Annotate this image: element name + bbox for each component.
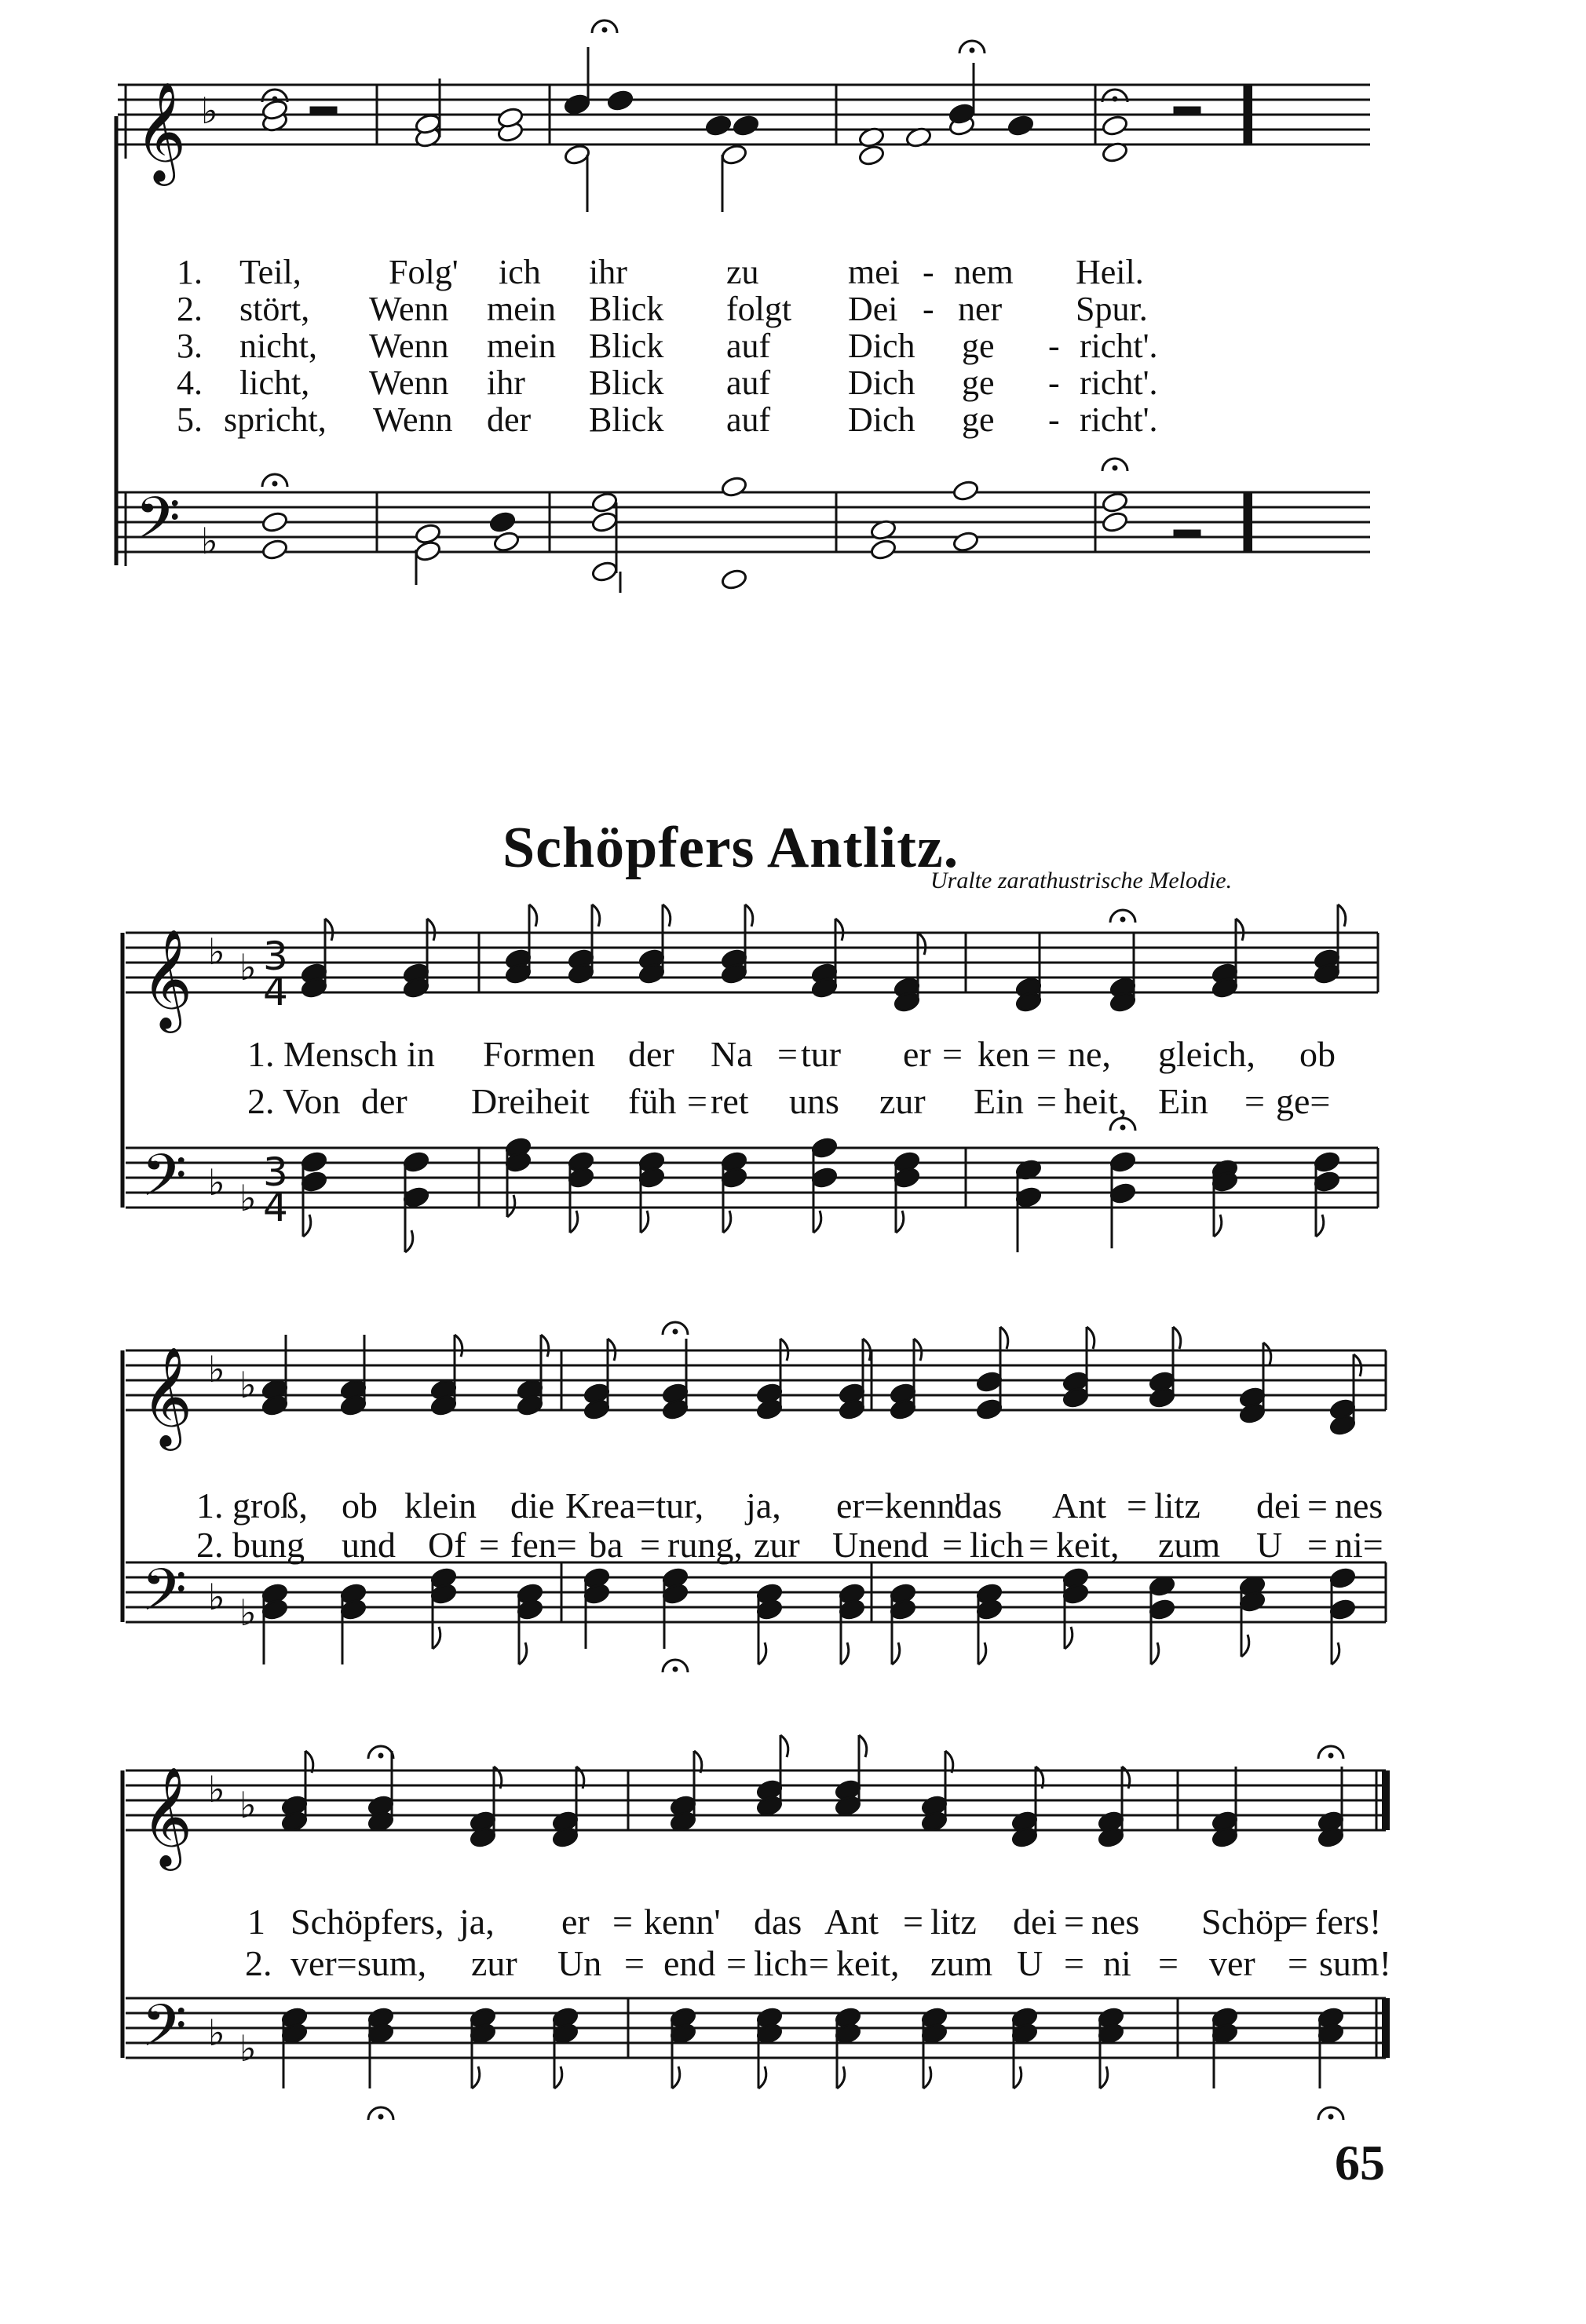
key-signature-flat: ♭ <box>208 2012 225 2054</box>
lyric-syllable: 2. <box>177 290 203 328</box>
bass-clef: 𝄢 <box>135 484 181 567</box>
lyric-syllable: = <box>942 1525 963 1565</box>
half-note-head <box>590 510 618 533</box>
page-number: 65 <box>1335 2135 1385 2191</box>
lyric-syllable: - <box>923 253 934 291</box>
lyric-syllable: Wenn <box>369 290 449 328</box>
lyric-syllable: ich <box>499 253 541 291</box>
lyric-syllable: = <box>1127 1485 1147 1526</box>
half-note-head <box>414 539 441 562</box>
lyric-syllable: licht, <box>239 364 310 402</box>
lyric-syllable: = <box>942 1034 963 1074</box>
lyric-syllable: 4. <box>177 364 203 402</box>
note-head <box>300 1170 327 1193</box>
treble-clef: 𝄞 <box>141 1346 193 1446</box>
lyric-syllable: ner <box>958 290 1003 328</box>
lyric-syllable: - <box>923 290 934 328</box>
fermata-dot <box>673 1329 678 1334</box>
lyric-syllable: er <box>561 1902 590 1942</box>
fermata-dot <box>1120 1125 1125 1130</box>
lyric-syllable: = <box>1029 1525 1049 1565</box>
lyric-syllable: lich <box>970 1525 1024 1565</box>
treble-clef: 𝄞 <box>141 1766 193 1866</box>
half-rest <box>1174 107 1200 115</box>
lyric-syllable: ret <box>711 1081 749 1121</box>
half-note-head <box>590 491 618 513</box>
note-head <box>1328 1598 1356 1621</box>
note-head <box>810 1136 838 1159</box>
key-signature-flat: ♭ <box>239 1784 257 1826</box>
lyric-syllable: gleich, <box>1158 1034 1255 1074</box>
lyric-syllable: fers! <box>1315 1902 1382 1942</box>
fermata-dot <box>970 48 974 53</box>
note-head <box>488 510 516 533</box>
lyric-syllable: = <box>809 1943 829 1983</box>
half-note-head <box>720 475 747 498</box>
fermata-dot <box>272 97 277 101</box>
lyric-syllable: = <box>1307 1485 1328 1526</box>
lyric-syllable: U <box>1256 1525 1283 1565</box>
key-signature-flat: ♭ <box>201 90 218 132</box>
key-signature-flat: ♭ <box>239 1591 257 1634</box>
lyric-syllable: richt'. <box>1080 400 1158 439</box>
lyric-syllable: Un <box>557 1943 602 1983</box>
bass-clef: 𝄢 <box>141 1142 187 1224</box>
lyric-syllable: Ant <box>1052 1485 1106 1526</box>
note-head <box>606 89 634 111</box>
lyric-syllable: keit, <box>836 1943 900 1983</box>
lyric-syllable: ge <box>962 364 995 402</box>
note-head <box>1313 1170 1340 1193</box>
note-head <box>975 1370 1003 1393</box>
lyric-syllable: Na <box>711 1034 753 1074</box>
lyric-syllable: = <box>479 1525 499 1565</box>
lyric-syllable: Schöp <box>1201 1902 1292 1942</box>
lyric-syllable: = <box>640 1525 660 1565</box>
lyric-syllable: richt'. <box>1080 364 1158 402</box>
note-head <box>402 1186 429 1208</box>
half-note-head <box>261 538 288 561</box>
note-head <box>1007 114 1034 137</box>
lyric-syllable: 5. <box>177 400 203 439</box>
lyric-syllable: Unend <box>832 1525 929 1565</box>
lyric-syllable: Wenn <box>369 364 449 402</box>
lyric-syllable: folgt <box>726 290 792 328</box>
note-head <box>300 1150 327 1173</box>
melody-attribution: Uralte zarathustrische Melodie. <box>930 868 1233 893</box>
lyric-syllable: = <box>1307 1525 1328 1565</box>
lyric-syllable: = <box>687 1081 707 1121</box>
lyric-syllable: nes <box>1335 1485 1383 1526</box>
lyric-syllable: Formen <box>483 1034 596 1074</box>
lyric-syllable: auf <box>726 400 771 439</box>
key-signature-flat: ♭ <box>239 1177 257 1219</box>
lyric-syllable: der <box>361 1081 407 1121</box>
lyric-syllable: mei <box>848 253 900 291</box>
lyric-syllable: zum <box>1158 1525 1221 1565</box>
lyric-syllable: ba <box>589 1525 623 1565</box>
lyric-syllable: U <box>1017 1943 1043 1983</box>
lyric-syllable: Wenn <box>369 327 449 365</box>
lyric-syllable: = <box>1244 1081 1265 1121</box>
lyric-syllable: ob <box>342 1485 378 1526</box>
lyric-syllable: der <box>487 400 532 439</box>
lyric-syllable: er <box>903 1034 931 1074</box>
lyric-syllable: ja, <box>459 1902 495 1942</box>
lyric-syllable: mein <box>487 290 556 328</box>
lyric-syllable: 2. bung <box>196 1525 305 1565</box>
lyric-syllable: = <box>1288 1943 1308 1983</box>
lyric-syllable: ni <box>1103 1943 1131 1983</box>
note-head <box>402 1150 429 1173</box>
lyric-syllable: nes <box>1091 1902 1140 1942</box>
lyric-syllable: sum! <box>1319 1943 1391 1983</box>
key-signature-flat: ♭ <box>239 1364 257 1406</box>
lyric-syllable: ihr <box>487 364 525 402</box>
lyric-syllable: tur <box>801 1034 842 1074</box>
lyric-syllable: = <box>1036 1081 1057 1121</box>
lyric-syllable: - <box>1048 400 1060 439</box>
lyric-syllable: mein <box>487 327 556 365</box>
key-signature-flat: ♭ <box>201 520 218 562</box>
note-head <box>975 1398 1003 1420</box>
lyric-syllable: = <box>1036 1034 1057 1074</box>
lyric-syllable: kenn' <box>644 1902 721 1942</box>
lyric-syllable: ge <box>962 400 995 439</box>
key-signature-flat: ♭ <box>239 946 257 988</box>
lyric-syllable: richt'. <box>1080 327 1158 365</box>
lyric-syllable: uns <box>789 1081 839 1121</box>
half-note-head <box>720 143 747 166</box>
lyric-syllable: Schöpfers, <box>291 1902 444 1942</box>
time-signature: 4 <box>263 1185 288 1230</box>
fermata-dot <box>1328 1753 1333 1758</box>
half-rest <box>310 107 337 115</box>
lyric-syllable: Blick <box>589 400 664 439</box>
time-signature: 4 <box>263 969 288 1014</box>
lyric-syllable: 1. <box>177 253 203 291</box>
bass-clef: 𝄢 <box>141 1556 187 1639</box>
lyric-syllable: zur <box>754 1525 800 1565</box>
lyric-syllable: dei <box>1256 1485 1301 1526</box>
lyric-syllable: lich <box>754 1943 808 1983</box>
lyric-syllable: Dreiheit <box>471 1081 590 1121</box>
fermata-dot <box>378 1753 383 1758</box>
lyric-syllable: Blick <box>589 327 664 365</box>
lyric-syllable: = <box>1288 1902 1308 1942</box>
lyric-syllable: das <box>954 1485 1003 1526</box>
lyric-syllable: ja, <box>746 1485 781 1526</box>
lyric-syllable: Teil, <box>239 253 301 291</box>
half-note-head <box>1101 114 1128 137</box>
lyric-syllable: = <box>777 1034 798 1074</box>
song-title: Schöpfers Antlitz. <box>502 816 959 880</box>
key-signature-flat: ♭ <box>208 1768 225 1811</box>
lyric-syllable: heit, <box>1064 1081 1127 1121</box>
lyric-syllable: ne, <box>1068 1034 1111 1074</box>
half-note-head <box>857 144 885 166</box>
lyric-syllable: = <box>624 1943 645 1983</box>
note-head <box>1328 1566 1356 1589</box>
time-signature: 3 <box>263 1149 288 1195</box>
half-note-head <box>1101 491 1128 513</box>
lyric-syllable: spricht, <box>224 400 327 439</box>
lyric-syllable: ni= <box>1335 1525 1383 1565</box>
lyric-syllable: Blick <box>589 290 664 328</box>
lyric-syllable: Spur. <box>1076 290 1148 328</box>
fermata-dot <box>1113 466 1117 470</box>
lyric-syllable: 2. <box>245 1943 272 1983</box>
lyric-syllable: = <box>1158 1943 1179 1983</box>
lyric-syllable: keit, <box>1056 1525 1120 1565</box>
bass-clef: 𝄢 <box>141 1992 187 2074</box>
key-signature-flat: ♭ <box>239 2027 257 2070</box>
treble-clef: 𝄞 <box>135 81 187 181</box>
note-head <box>704 114 732 137</box>
lyric-syllable: Heil. <box>1076 253 1144 291</box>
half-note-head <box>720 568 747 590</box>
lyric-syllable: ken <box>978 1034 1030 1074</box>
half-note-head <box>869 538 897 561</box>
lyric-syllable: = <box>1064 1902 1084 1942</box>
lyric-syllable: Of <box>428 1525 466 1565</box>
half-rest <box>1174 530 1200 538</box>
lyric-syllable: = <box>726 1943 747 1983</box>
lyric-syllable: stört, <box>239 290 310 328</box>
lyric-syllable: end <box>663 1943 716 1983</box>
lyric-syllable: = <box>903 1902 923 1942</box>
note-head <box>1313 1150 1340 1173</box>
lyric-syllable: dei <box>1013 1902 1058 1942</box>
lyric-syllable: zum <box>930 1943 993 1983</box>
lyric-syllable: ver <box>1209 1943 1255 1983</box>
lyric-syllable: 1 <box>247 1902 265 1942</box>
lyric-syllable: fen= <box>510 1525 577 1565</box>
lyric-syllable: - <box>1048 327 1060 365</box>
lyric-syllable: ge= <box>1276 1081 1331 1121</box>
half-note-head <box>952 530 979 553</box>
treble-clef: 𝄞 <box>141 928 193 1029</box>
lyric-syllable: klein <box>404 1485 477 1526</box>
lyric-syllable: ihr <box>589 253 627 291</box>
lyric-syllable: Folg' <box>389 253 459 291</box>
lyric-syllable: Dei <box>848 290 898 328</box>
half-note-head <box>590 560 618 583</box>
fermata-dot <box>1328 2114 1333 2119</box>
lyric-syllable: litz <box>930 1902 977 1942</box>
lyric-syllable: zu <box>726 253 759 291</box>
lyric-syllable: Dich <box>848 364 915 402</box>
note-head <box>1014 1186 1042 1208</box>
lyric-syllable: auf <box>726 327 771 365</box>
lyric-syllable: Krea=tur, <box>565 1485 704 1526</box>
lyric-syllable: auf <box>726 364 771 402</box>
half-note-head <box>1101 510 1128 533</box>
lyric-syllable: er=kenn' <box>836 1485 962 1526</box>
key-signature-flat: ♭ <box>208 1161 225 1204</box>
half-note-head <box>952 479 979 502</box>
lyric-syllable: Dich <box>848 400 915 439</box>
note-head <box>1109 1150 1136 1173</box>
fermata-dot <box>272 481 277 486</box>
key-signature-flat: ♭ <box>208 930 225 973</box>
fermata-dot <box>378 2114 383 2119</box>
fermata-dot <box>602 27 607 32</box>
fermata-dot <box>1113 97 1117 101</box>
key-signature-flat: ♭ <box>208 1576 225 1618</box>
lyric-syllable: ge <box>962 327 995 365</box>
lyric-syllable: Ein <box>1158 1081 1208 1121</box>
time-signature: 3 <box>263 934 288 979</box>
lyric-syllable: und <box>342 1525 396 1565</box>
lyric-syllable: litz <box>1154 1485 1200 1526</box>
note-head <box>1109 1182 1136 1204</box>
lyric-syllable: füh <box>628 1081 677 1121</box>
lyric-syllable: die <box>510 1485 555 1526</box>
lyric-syllable: zur <box>879 1081 926 1121</box>
lyric-syllable: Blick <box>589 364 664 402</box>
lyric-syllable: 3. <box>177 327 203 365</box>
lyric-syllable: der <box>628 1034 674 1074</box>
lyric-syllable: 1. Mensch in <box>247 1034 435 1074</box>
fermata-dot <box>673 1667 678 1672</box>
lyric-syllable: Ant <box>824 1902 879 1942</box>
lyric-syllable: 2. Von <box>247 1081 341 1121</box>
lyric-syllable: rung, <box>667 1525 743 1565</box>
lyric-syllable: das <box>754 1902 802 1942</box>
lyric-syllable: ver= <box>291 1943 357 1983</box>
note-head <box>563 93 590 115</box>
lyric-syllable: 1. groß, <box>196 1485 308 1526</box>
half-note-head <box>492 530 520 553</box>
note-head <box>1148 1598 1175 1621</box>
lyric-syllable: zur <box>471 1943 517 1983</box>
lyric-syllable: Ein <box>974 1081 1024 1121</box>
fermata-dot <box>1120 917 1125 922</box>
lyric-syllable: - <box>1048 364 1060 402</box>
lyric-syllable: = <box>612 1902 633 1942</box>
lyric-syllable: Dich <box>848 327 915 365</box>
note-head <box>732 114 759 137</box>
key-signature-flat: ♭ <box>208 1348 225 1390</box>
half-note-head <box>261 510 288 533</box>
lyric-syllable: Wenn <box>373 400 453 439</box>
lyric-syllable: nem <box>954 253 1014 291</box>
lyric-syllable: = <box>1064 1943 1084 1983</box>
note-head <box>810 1166 838 1189</box>
lyric-syllable: ob <box>1299 1034 1336 1074</box>
lyric-syllable: nicht, <box>239 327 317 365</box>
lyric-syllable: sum, <box>357 1943 427 1983</box>
